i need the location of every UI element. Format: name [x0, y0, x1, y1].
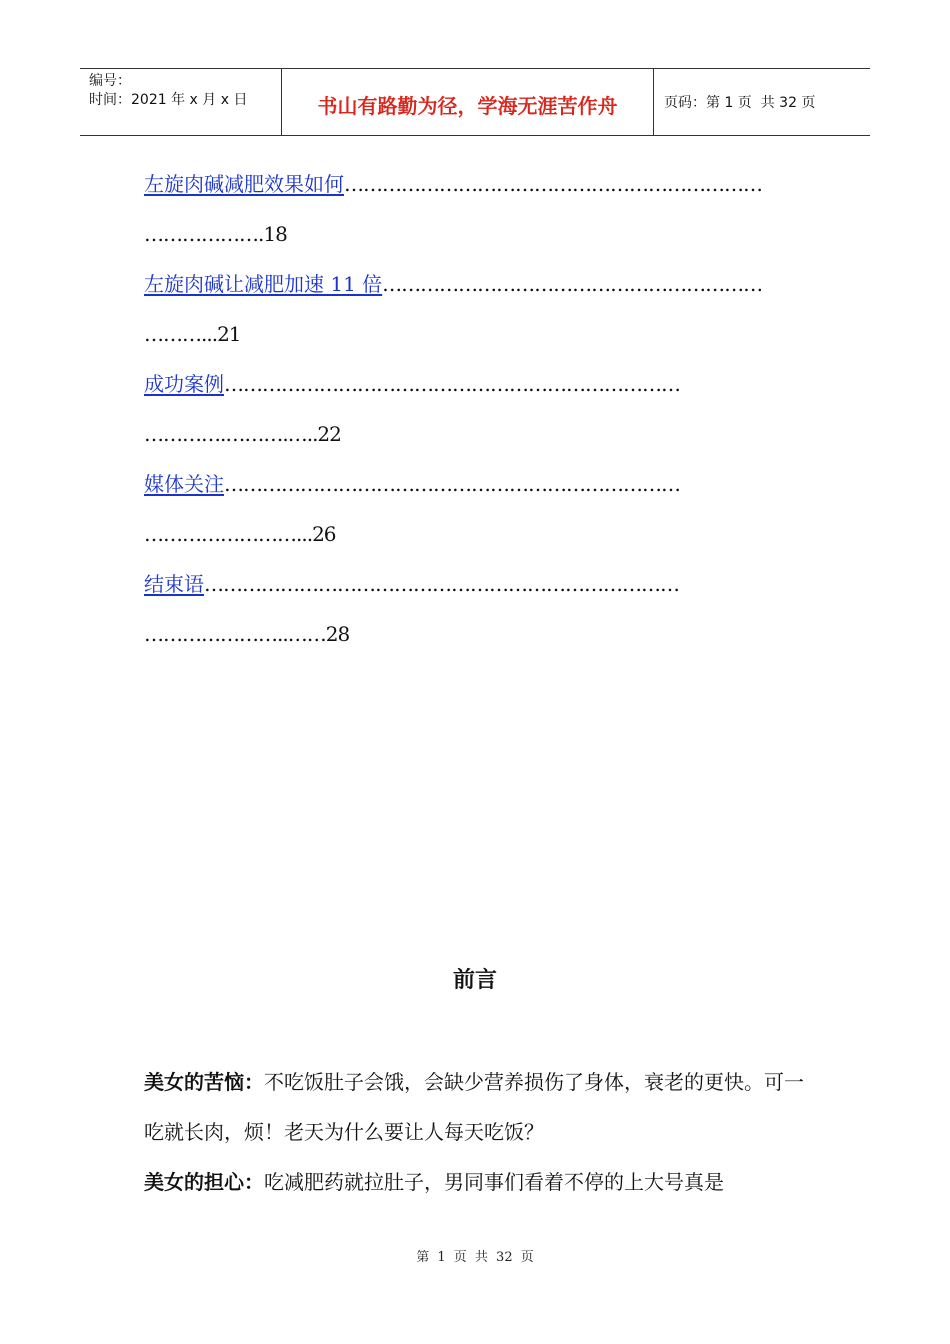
toc-leader: ……………………………………………………………… [224, 472, 680, 496]
paragraph-text: 吃减肥药就拉肚子，男同事们看着不停的上大号真是 [264, 1170, 724, 1194]
toc-link-4[interactable]: 媒体关注 [144, 472, 224, 496]
toc-link-3[interactable]: 成功案例 [144, 372, 224, 396]
toc-leader-page: ……………………...26 [144, 522, 336, 546]
toc-page-line [144, 218, 816, 268]
toc-leader-page: ……………….18 [144, 222, 287, 246]
toc-link-2[interactable]: 左旋肉碱让减肥加速 11 倍 [144, 272, 383, 296]
toc-entry [144, 168, 816, 218]
paragraph [144, 1157, 809, 1207]
header-page-info [654, 69, 870, 135]
section-title: 前言 [452, 967, 497, 993]
toc-leader: ………………………………………………………… [344, 172, 762, 196]
header-date-label: 时间：2021 年 x 月 x 日 [89, 92, 248, 108]
paragraph-lead: 美女的苦恼： [144, 1070, 264, 1094]
paragraph-lead: 美女的担心： [144, 1170, 264, 1194]
toc-entry [144, 468, 816, 518]
toc-leader: ………………………………………………………………… [204, 572, 679, 596]
toc-leader-page: ………….……….…..22 [144, 422, 341, 446]
toc-link-1[interactable]: 左旋肉碱减肥效果如何 [144, 172, 344, 196]
header-meta [80, 69, 282, 135]
table-of-contents [144, 168, 816, 668]
toc-entry [144, 568, 816, 618]
toc-entry [144, 368, 816, 418]
toc-leader: ……………………………………………………………… [224, 372, 680, 396]
header-number-label: 编号： [89, 73, 131, 89]
paragraph [144, 1057, 809, 1157]
toc-page-line [144, 318, 816, 368]
toc-page-line [144, 418, 816, 468]
toc-page-line [144, 518, 816, 568]
header-motto: 书山有路勤为径，学海无涯苦作舟 [282, 69, 654, 135]
document-header [80, 68, 870, 136]
toc-leader-page: …………………..……28 [144, 622, 350, 646]
header-page-info-text: 页码：第 1 页 共 32 页 [664, 95, 816, 111]
toc-leader-page: ………...21 [144, 322, 241, 346]
page-footer: 第 1 页 共 32 页 [416, 1250, 534, 1265]
toc-link-5[interactable]: 结束语 [144, 572, 204, 596]
toc-entry [144, 268, 816, 318]
toc-page-line [144, 618, 816, 668]
paragraph-text: 不吃饭肚子会饿，会缺少营养损伤了身体，衰老的更快。可一吃就长肉，烦！老天为什么要让人每天吃饭？ [144, 1070, 804, 1144]
toc-leader: …………………………………………………… [382, 272, 763, 296]
